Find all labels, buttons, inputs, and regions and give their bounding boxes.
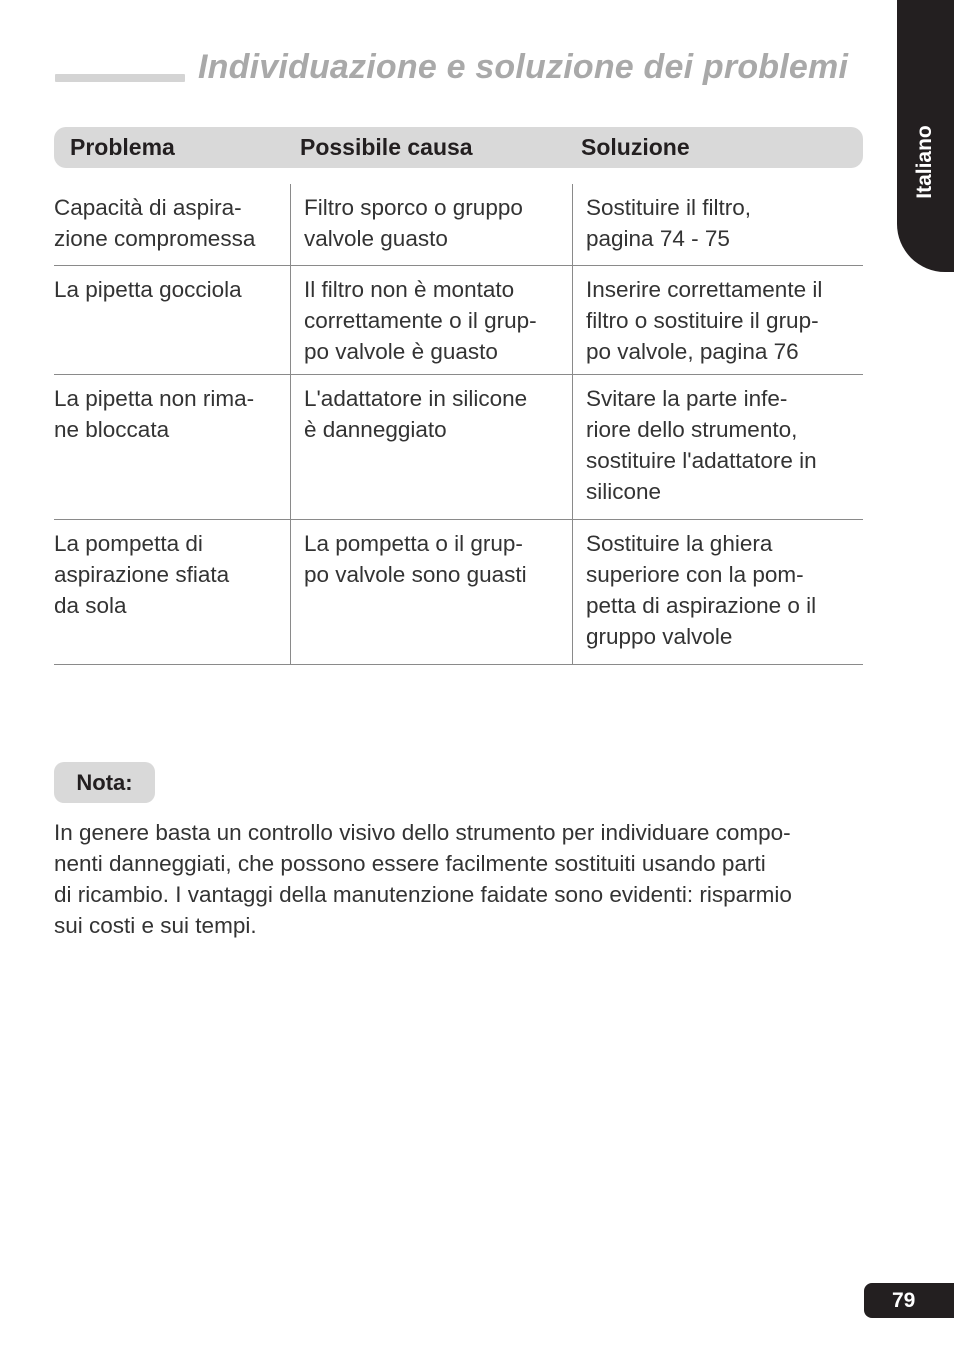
cell-line: Sostituire il filtro, — [586, 195, 752, 220]
cell-line: L'adattatore in silicone — [304, 386, 528, 411]
table-header — [54, 127, 863, 168]
table-row — [54, 375, 863, 520]
cell-line: po valvole sono guasti — [304, 562, 527, 587]
cell-line: pagina 74 - 75 — [586, 226, 730, 251]
cell-cause — [290, 375, 572, 519]
cell-line: correttamente o il grup- — [304, 308, 537, 333]
page-number: 79 — [864, 1283, 954, 1318]
cell-line: La pompetta di — [54, 531, 203, 556]
cell-problem — [54, 520, 290, 664]
cell-line: petta di aspirazione o il — [586, 593, 817, 618]
cell-line: Filtro sporco o gruppo — [304, 195, 523, 220]
cell-line: aspirazione sfiata — [54, 562, 230, 587]
header-cause: Possibile causa — [300, 134, 473, 160]
cell-line: La pipetta non rima- — [54, 386, 255, 411]
page-title: Individuazione e soluzione dei problemi — [198, 48, 849, 86]
cell-cause — [290, 266, 572, 374]
cell-line: La pipetta gocciola — [54, 277, 242, 302]
cell-solution — [572, 520, 863, 664]
header-solution: Soluzione — [581, 134, 690, 160]
cell-line: valvole guasto — [304, 226, 448, 251]
cell-line: filtro o sostituire il grup- — [586, 308, 819, 333]
cell-line: da sola — [54, 593, 127, 618]
cell-solution — [572, 266, 863, 374]
note-text — [54, 817, 866, 941]
cell-cause — [290, 520, 572, 664]
note-label: Nota: — [54, 762, 155, 803]
cell-line: La pompetta o il grup- — [304, 531, 523, 556]
cell-line: riore dello strumento, — [586, 417, 798, 442]
cell-line: Svitare la parte infe- — [586, 386, 788, 411]
cell-solution — [572, 375, 863, 519]
cell-line: Sostituire la ghiera — [586, 531, 773, 556]
note-line: In genere basta un controllo visivo dello strumento per individuare compo- — [54, 820, 791, 845]
note-line: nenti danneggiati, che possono essere facilmente sostituiti usando parti — [54, 851, 766, 876]
cell-line: silicone — [586, 479, 662, 504]
table-row — [54, 520, 863, 665]
cell-cause — [290, 184, 572, 265]
cell-line: superiore con la pom- — [586, 562, 804, 587]
cell-solution — [572, 184, 863, 265]
cell-line: è danneggiato — [304, 417, 447, 442]
cell-line: Il filtro non è montato — [304, 277, 515, 302]
language-tab — [897, 0, 954, 272]
cell-problem — [54, 184, 290, 265]
table-row — [54, 266, 863, 375]
cell-line: Inserire correttamente il — [586, 277, 823, 302]
cell-line: sostituire l'adattatore in — [586, 448, 817, 473]
cell-line: ne bloccata — [54, 417, 170, 442]
title-rule — [55, 74, 185, 82]
cell-problem — [54, 266, 290, 374]
note-line: sui costi e sui tempi. — [54, 913, 257, 938]
table-row — [54, 184, 863, 266]
cell-line: po valvole, pagina 76 — [586, 339, 799, 364]
header-problem: Problema — [70, 134, 175, 160]
cell-line: Capacità di aspira- — [54, 195, 242, 220]
cell-problem — [54, 375, 290, 519]
cell-line: gruppo valvole — [586, 624, 733, 649]
cell-line: zione compromessa — [54, 226, 256, 251]
note-line: di ricambio. I vantaggi della manutenzione faidate sono evidenti: risparmio — [54, 882, 792, 907]
language-tab-label: Italiano — [913, 125, 936, 199]
cell-line: po valvole è guasto — [304, 339, 498, 364]
